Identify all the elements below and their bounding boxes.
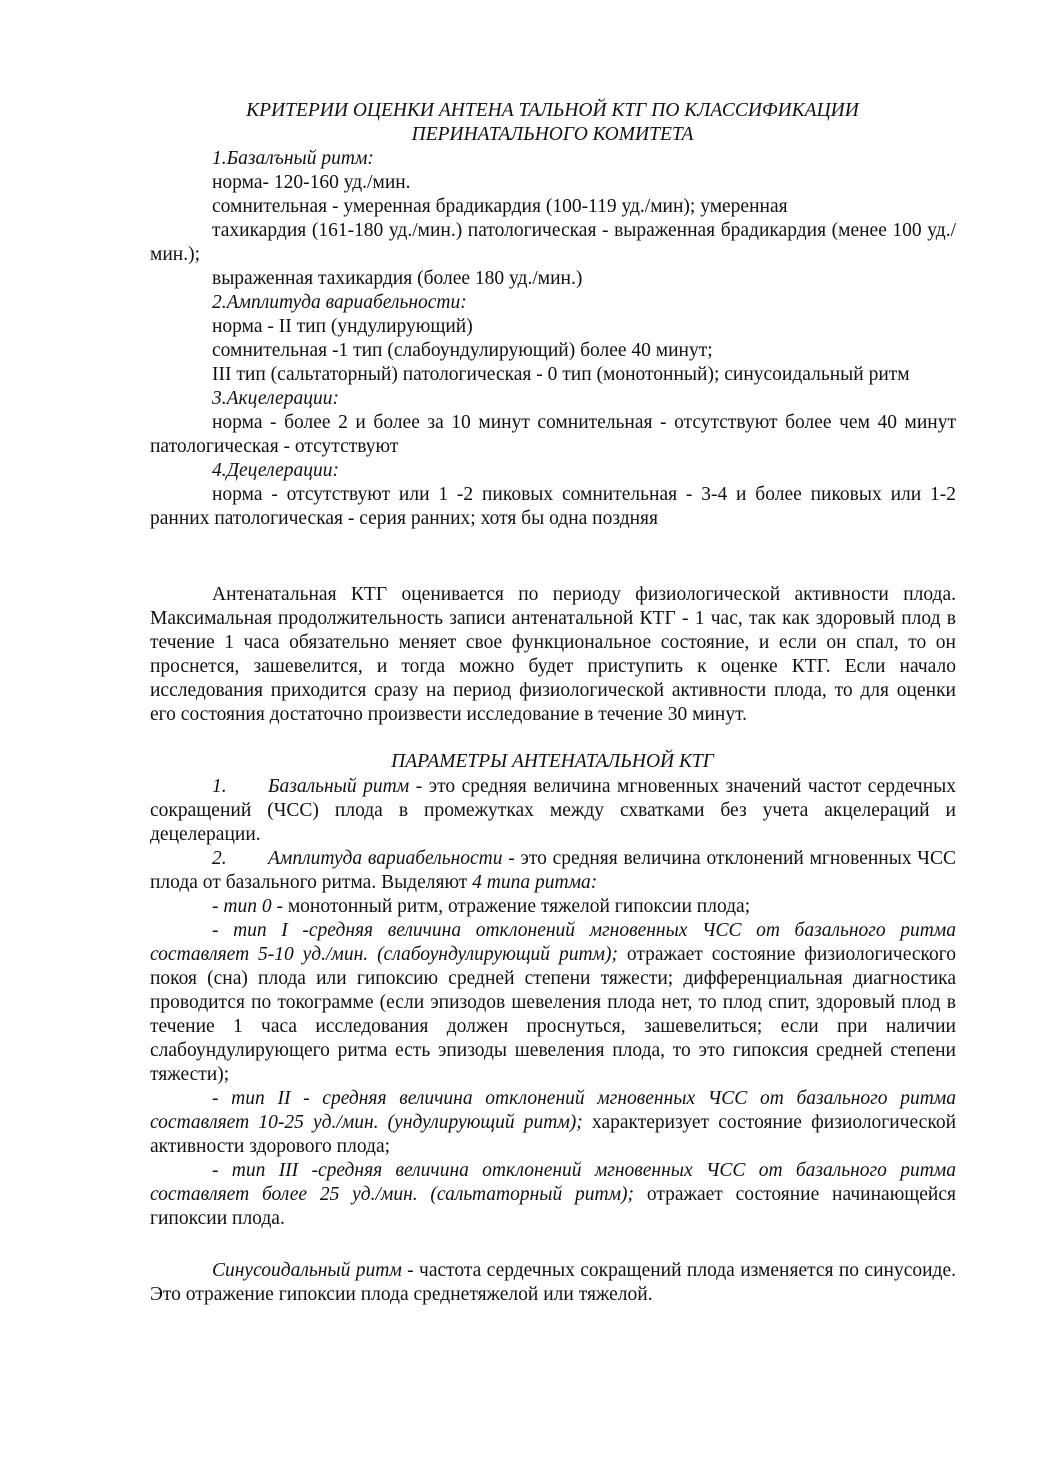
basal-rhythm-pathological-2: выраженная тахикардия (более 180 уд./мин.) [212, 268, 583, 289]
param-text: это средняя величина мгновенных значений частот сердечных сокращений (ЧСС) плода в промежутках между схватками без учета акцелераций и децелерации. [150, 776, 956, 845]
decelerations-heading: 4.Децелерации: [212, 460, 339, 481]
params-section [150, 775, 956, 1231]
rhythm-types-label: 4 типа ритма: [472, 872, 598, 893]
amplitude-pathological: III тип (сальтаторный) патологическая - 0 тип (монотонный); синусоидальный ритм [212, 364, 910, 385]
amplitude-norm: норма - II тип (ундулирующий) [212, 316, 473, 337]
param-amplitude [150, 847, 956, 895]
param-term: Базальный ритм - [268, 776, 423, 797]
rhythm-type-label: - тип I -средняя величина отклонений мгновенных ЧСС от базального ритма составляет 5-10 уд./мин. (слабоундулирующий ритм); [150, 920, 956, 965]
criteria-section [150, 147, 956, 531]
rhythm-type-label: - тип 0 - [212, 896, 283, 917]
amplitude-doubtful: сомнительная -1 тип (слабоундулирующий) более 40 минут; [212, 340, 713, 361]
params-title: ПАРАМЕТРЫ АНТЕНАТАЛЬНОЙ КТГ [391, 751, 714, 772]
sinusoidal-paragraph [150, 1259, 956, 1307]
param-number: 1. [212, 776, 227, 797]
sinusoidal-text: частота сердечных сокращений плода изменяется по синусоиде. Это отражение гипоксии плода среднетяжелой или тяжелой. [150, 1260, 956, 1305]
sinusoidal-term: Синусоидальный ритм - [212, 1260, 414, 1281]
rhythm-type-3 [150, 1159, 956, 1231]
rhythm-type-label: - тип III -средняя величина отклонений мгновенных ЧСС от базального ритма составляет более 25 уд./мин. (сальтаторный ритм); [150, 1160, 956, 1205]
rhythm-type-text: монотонный ритм, отражение тяжелой гипоксии плода; [282, 896, 751, 917]
accelerations-text: норма - более 2 и более за 10 минут сомнительная - отсутствуют более чем 40 минут патологическая - отсутствуют [150, 412, 956, 457]
accelerations-heading: 3.Акцелерации: [212, 388, 339, 409]
rhythm-type-1 [150, 919, 956, 1087]
basal-rhythm-doubtful: сомнительная - умеренная брадикардия (100-119 уд./мин); умеренная [212, 196, 788, 217]
basal-rhythm-heading: 1.Базалъный ритм: [212, 148, 374, 169]
intro-paragraph: Антенатальная КТГ оценивается по периоду физиологической активности плода. Максимальная продолжительность записи антенатальной КТГ - 1 час, так как здоровый плод в течение 1 часа обязательно меняет свое функциональное состояние, и если он спал, то он проснется, зашевелится, и тогда можно будет приступить к оценке КТГ. Если начало исследования приходится сразу на период физиологической активности плода, то для оценки его состояния достаточно произвести исследование в течение 30 минут. [150, 584, 956, 725]
param-basal-rhythm [150, 775, 956, 847]
rhythm-type-text: отражает состояние физиологического покоя (сна) плода или гипоксию средней степени тяжести; дифференциальная диагностика проводится по токограмме (если эпизодов шевеления плода нет, то плод спит, здоровый плод в течение 1 часа исследования должен проснуться, зашевелиться; если при наличии слабоундулирующего ритма есть эпизоды шевеления плода, то это гипоксия средней степени тяжести); [150, 944, 956, 1085]
rhythm-type-text: отражает состояние начинающейся гипоксии плода. [150, 1184, 956, 1229]
title-line-1: КРИТЕРИИ ОЦЕНКИ АНТЕНА ТАЛЬНОЙ КТГ ПО КЛАССИФИКАЦИИ [246, 100, 859, 121]
title-line-2: ПЕРИНАТАЛЬНОГО КОМИТЕТА [411, 124, 694, 145]
basal-rhythm-norm: норма- 120-160 уд./мин. [212, 172, 411, 193]
amplitude-heading: 2.Амплитуда вариабельности: [212, 292, 467, 313]
rhythm-type-text: характеризует состояние физиологической активности здорового плода; [150, 1112, 957, 1157]
param-number: 2. [212, 848, 227, 869]
rhythm-type-2 [150, 1087, 956, 1159]
rhythm-type-0 [150, 895, 956, 919]
rhythm-type-label: - тип II - средняя величина отклонений мгновенных ЧСС от базального ритма составляет 10-25 уд./мин. (ундулирующий ритм); [150, 1088, 956, 1133]
decelerations-text: норма - отсутствуют или 1 -2 пиковых сомнительная - 3-4 и более пиковых или 1-2 ранних патологическая - серия ранних; хотя бы одна поздняя [150, 484, 956, 529]
param-text: - это средняя величина отклонений мгновенных ЧСС плода от базального ритма. Выделяют [150, 848, 956, 893]
basal-rhythm-pathological: тахикардия (161-180 уд./мин.) патологическая - выраженная брадикардия (менее 100 уд./мин.); [150, 220, 956, 265]
document-title [150, 99, 955, 147]
param-term: Амплитуда вариабельности [268, 848, 503, 869]
